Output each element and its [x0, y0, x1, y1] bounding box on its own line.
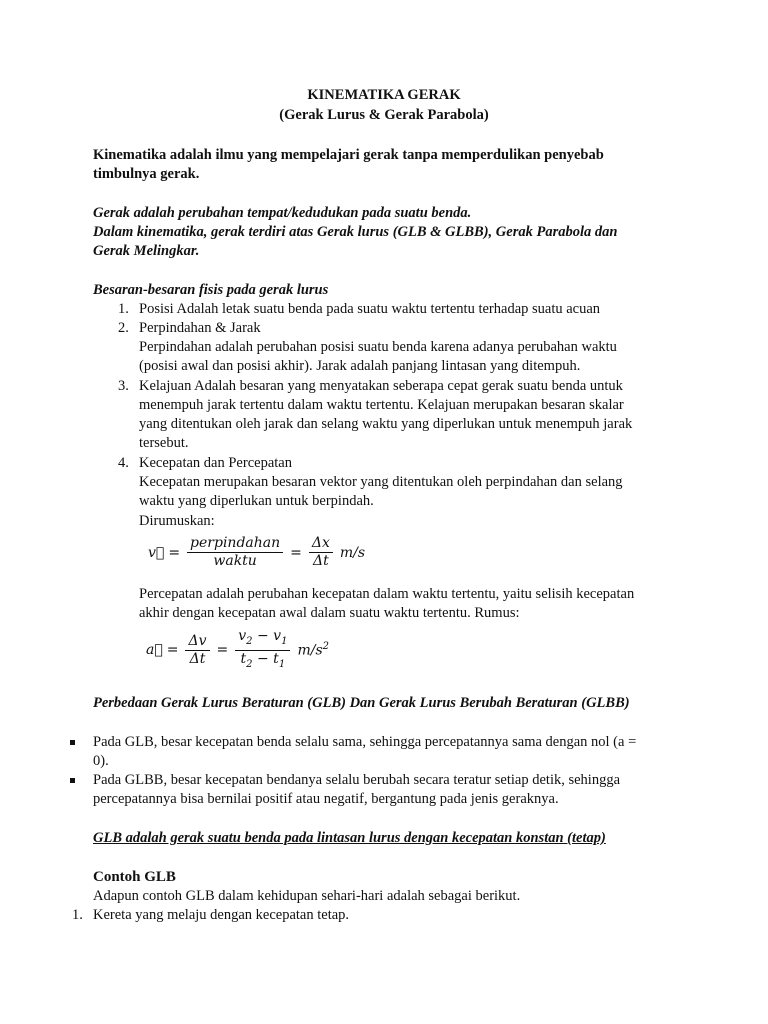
page-subtitle: (Gerak Lurus & Gerak Parabola) [279, 107, 489, 123]
formula-fraction [187, 535, 283, 570]
list-item-text: Kecepatan merupakan besaran vektor yang ditentukan oleh perpindahan dan selang [139, 474, 623, 490]
paragraph-line: akhir dengan kecepatan awal dalam suatu waktu tertentu. Rumus: [139, 605, 520, 621]
list-number: 1. [72, 907, 83, 923]
intro-line-2: timbulnya gerak. [93, 166, 200, 182]
formula-denominator: Δt [189, 650, 206, 667]
list-number: 3. [118, 378, 129, 394]
formula-unit: m/s [339, 544, 366, 561]
list-item-text: yang ditentukan oleh jarak dan selang waktu yang diperlukan untuk menempuh jarak [139, 416, 633, 432]
section-heading-contoh: Contoh GLB [93, 869, 176, 885]
formula-denominator: $t_2 - t_1$ [240, 650, 286, 670]
formula-numerator: Δv [185, 633, 209, 651]
intro-line-1: Kinematika adalah ilmu yang mempelajari gerak tanpa memperdulikan penyebab [93, 147, 604, 163]
list-number: 1. [118, 301, 129, 317]
glb-definition: GLB adalah gerak suatu benda pada lintasan lurus dengan kecepatan konstan (tetap) [93, 830, 606, 846]
formula-numerator: Δx [309, 535, 333, 553]
acceleration-formula: a⃗ = $\frac{\Delta v}{\Delta t}$ = $\frac{v_2 - v_1}{t_2 - t_1}$ $m/s^2$ [146, 628, 329, 673]
list-item-text: (posisi awal dan posisi akhir). Jarak adalah panjang lintasan yang ditempuh. [139, 358, 581, 374]
list-item-text: tersebut. [139, 435, 189, 451]
contoh-intro: Adapun contoh GLB dalam kehidupan sehari-hari adalah sebagai berikut. [93, 888, 521, 904]
bullet-item-text: Pada GLB, besar kecepatan benda selalu sama, sehingga percepatannya sama dengan nol (a = [93, 734, 637, 750]
formula-fraction [185, 633, 209, 668]
page-title: KINEMATIKA GERAK [307, 87, 461, 103]
list-number: 2. [118, 320, 129, 336]
definition-line-2: Dalam kinematika, gerak terdiri atas Gerak lurus (GLB & GLBB), Gerak Parabola dan [93, 224, 618, 240]
list-item-text: Kelajuan Adalah besaran yang menyatakan seberapa cepat gerak suatu benda untuk [139, 378, 623, 394]
bullet-icon [70, 778, 75, 783]
formula-numerator: $v_2 - v_1$ [235, 628, 290, 651]
formula-unit: $m/s^2$ [297, 641, 330, 660]
bullet-icon [70, 740, 75, 745]
velocity-formula: v⃗ = $\frac{\text{perpindahan}}{\text{waktu}}$ = $\frac{\Delta x}{\Delta t}$ m/s [148, 535, 366, 569]
bullet-item-text: percepatannya bisa bernilai positif atau negatif, bergantung pada jenis geraknya. [93, 791, 559, 807]
formula-fraction [309, 535, 333, 570]
list-number: 4. [118, 455, 129, 471]
bullet-item-text: 0). [93, 753, 109, 769]
definition-line-1: Gerak adalah perubahan tempat/kedudukan pada suatu benda. [93, 205, 472, 221]
list-item-text: waktu yang diperlukan untuk berpindah. [139, 493, 374, 509]
formula-lhs: a⃗ [146, 642, 163, 659]
definition-line-3: Gerak Melingkar. [93, 243, 200, 259]
bullet-item-text: Pada GLBB, besar kecepatan bendanya selalu berubah secara teratur setiap detik, sehingga [93, 772, 621, 788]
list-item-text: Dirumuskan: [139, 513, 215, 529]
formula-denominator: Δt [313, 553, 329, 569]
paragraph-line: Percepatan adalah perubahan kecepatan dalam waktu tertentu, yaitu selisih kecepatan [139, 586, 635, 602]
list-item-text: Perpindahan & Jarak [139, 320, 261, 336]
list-item-text: menempuh jarak tertentu dalam waktu tertentu. Kelajuan merupakan besaran skalar [139, 397, 624, 413]
list-item-text: Kecepatan dan Percepatan [139, 455, 292, 471]
formula-lhs: v⃗ [148, 544, 165, 561]
list-item-text: Kereta yang melaju dengan kecepatan tetap. [93, 907, 350, 923]
section-heading-perbedaan: Perbedaan Gerak Lurus Beraturan (GLB) Dan Gerak Lurus Berubah Beraturan (GLBB) [93, 695, 630, 711]
list-item-text: Posisi Adalah letak suatu benda pada suatu waktu tertentu terhadap suatu acuan [139, 301, 601, 317]
formula-denominator: waktu [213, 553, 257, 569]
section-heading-besaran: Besaran-besaran fisis pada gerak lurus [93, 282, 329, 298]
formula-numerator: perpindahan [187, 535, 283, 553]
list-item-text: Perpindahan adalah perubahan posisi suatu benda karena adanya perubahan waktu [139, 339, 617, 355]
formula-fraction [235, 628, 290, 673]
